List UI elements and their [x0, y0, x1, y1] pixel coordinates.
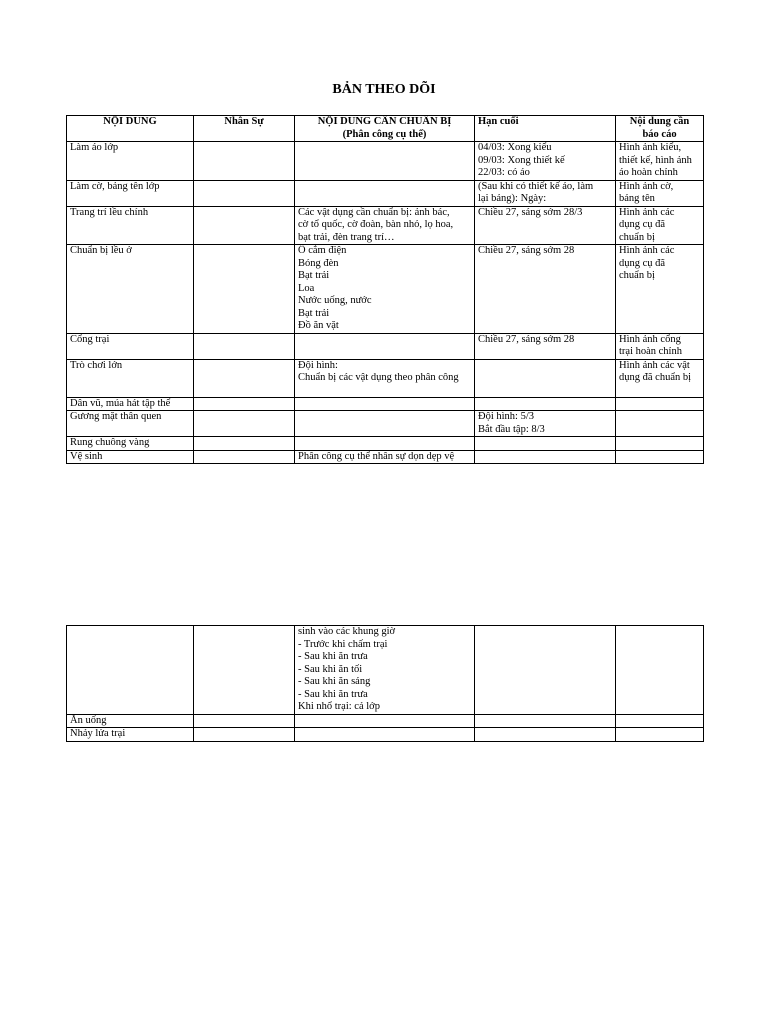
cell-noi-dung: Trang trí lều chính: [67, 206, 194, 245]
cell-bao-cao: [616, 437, 704, 451]
cell-han-cuoi: [475, 728, 616, 742]
cell-noi-dung: Nhảy lửa trại: [67, 728, 194, 742]
cell-noi-dung: Dân vũ, múa hát tập thể: [67, 397, 194, 411]
cell-nhan-su: [194, 180, 295, 206]
cell-bao-cao: Hình ảnh các vật dụng đã chuẩn bị: [616, 359, 704, 397]
cell-nhan-su: [194, 626, 295, 715]
table-row: [67, 411, 704, 437]
cell-bao-cao: [616, 728, 704, 742]
cell-han-cuoi: 04/03: Xong kiểu 09/03: Xong thiết kế 22/03: có áo: [475, 142, 616, 181]
cell-nhan-su: [194, 450, 295, 464]
cell-noi-dung: Cổng trại: [67, 333, 194, 359]
table-row: [67, 359, 704, 397]
tracking-table-continued: [66, 625, 704, 742]
cell-nhan-su: [194, 397, 295, 411]
cell-chuan-bi: Đội hình: Chuẩn bị các vật dụng theo phân công: [295, 359, 475, 397]
cell-nhan-su: [194, 728, 295, 742]
table-row: [67, 397, 704, 411]
cell-bao-cao: [616, 714, 704, 728]
cell-han-cuoi: [475, 626, 616, 715]
cell-han-cuoi: [475, 450, 616, 464]
table-row: [67, 728, 704, 742]
cell-nhan-su: [194, 333, 295, 359]
cell-bao-cao: Hình ảnh kiểu, thiết kế, hình ảnh áo hoàn chỉnh: [616, 142, 704, 181]
cell-han-cuoi: Chiều 27, sáng sớm 28: [475, 333, 616, 359]
tracking-table: [66, 115, 704, 464]
cell-nhan-su: [194, 142, 295, 181]
cell-noi-dung: Ăn uống: [67, 714, 194, 728]
cell-nhan-su: [194, 714, 295, 728]
table-header-row: [67, 116, 704, 142]
cell-bao-cao: Hình ảnh cổng trại hoàn chỉnh: [616, 333, 704, 359]
cell-chuan-bi: [295, 728, 475, 742]
header-chuan-bi: NỘI DUNG CẦN CHUẨN BỊ (Phân công cụ thể): [295, 116, 475, 142]
cell-chuan-bi: [295, 180, 475, 206]
cell-han-cuoi: [475, 437, 616, 451]
cell-noi-dung: Trò chơi lớn: [67, 359, 194, 397]
cell-noi-dung: Rung chuông vàng: [67, 437, 194, 451]
table-row: [67, 142, 704, 181]
cell-chuan-bi: [295, 142, 475, 181]
cell-bao-cao: [616, 397, 704, 411]
cell-chuan-bi: [295, 411, 475, 437]
table-row: [67, 333, 704, 359]
cell-han-cuoi: Đội hình: 5/3 Bắt đầu tập: 8/3: [475, 411, 616, 437]
cell-nhan-su: [194, 359, 295, 397]
cell-chuan-bi: Các vật dụng cần chuẩn bị: ảnh bác, cờ tổ quốc, cờ đoàn, bàn nhỏ, lọ hoa, bạt trải, đèn trang trí…: [295, 206, 475, 245]
cell-nhan-su: [194, 206, 295, 245]
table-row: [67, 206, 704, 245]
cell-han-cuoi: Chiều 27, sáng sớm 28: [475, 245, 616, 334]
cell-han-cuoi: [475, 359, 616, 397]
table-row: [67, 180, 704, 206]
cell-han-cuoi: Chiều 27, sáng sớm 28/3: [475, 206, 616, 245]
cell-bao-cao: [616, 626, 704, 715]
cell-chuan-bi: Ổ cắm điện Bóng đèn Bạt trải Loa Nước uống, nước Bạt trải Đồ ăn vặt: [295, 245, 475, 334]
cell-noi-dung: [67, 626, 194, 715]
cell-han-cuoi: [475, 397, 616, 411]
header-bao-cao: Nội dung cần báo cáo: [616, 116, 704, 142]
table-row: [67, 714, 704, 728]
cell-noi-dung: Vệ sinh: [67, 450, 194, 464]
header-nhan-su: Nhân Sự: [194, 116, 295, 142]
cell-bao-cao: Hình ảnh cờ, bảng tên: [616, 180, 704, 206]
cell-nhan-su: [194, 245, 295, 334]
cell-han-cuoi: (Sau khi có thiết kế áo, làm lại bảng): Ngày:: [475, 180, 616, 206]
cell-noi-dung: Làm áo lớp: [67, 142, 194, 181]
cell-noi-dung: Làm cờ, bảng tên lớp: [67, 180, 194, 206]
cell-bao-cao: [616, 411, 704, 437]
cell-nhan-su: [194, 411, 295, 437]
cell-bao-cao: Hình ảnh các dụng cụ đã chuẩn bị: [616, 245, 704, 334]
cell-bao-cao: Hình ảnh các dụng cụ đã chuẩn bị: [616, 206, 704, 245]
table-row: [67, 450, 704, 464]
cell-chuan-bi: [295, 397, 475, 411]
cell-chuan-bi: [295, 437, 475, 451]
table-row: [67, 626, 704, 715]
cell-han-cuoi: [475, 714, 616, 728]
header-noi-dung: NỘI DUNG: [67, 116, 194, 142]
cell-chuan-bi: Phân công cụ thể nhân sự dọn dẹp vệ: [295, 450, 475, 464]
cell-noi-dung: Chuẩn bị lều ở: [67, 245, 194, 334]
cell-chuan-bi: sinh vào các khung giờ - Trước khi chấm trại - Sau khi ăn trưa - Sau khi ăn tối - Sau khi ăn sáng - Sau khi ăn trưa Khi nhổ trại: cả lớp: [295, 626, 475, 715]
cell-chuan-bi: [295, 714, 475, 728]
cell-nhan-su: [194, 437, 295, 451]
cell-noi-dung: Gương mặt thân quen: [67, 411, 194, 437]
table-row: [67, 245, 704, 334]
page-title: BẢN THEO DÕI: [332, 82, 436, 97]
header-han-cuoi: Hạn cuối: [475, 116, 616, 142]
cell-chuan-bi: [295, 333, 475, 359]
cell-bao-cao: [616, 450, 704, 464]
table-row: [67, 437, 704, 451]
